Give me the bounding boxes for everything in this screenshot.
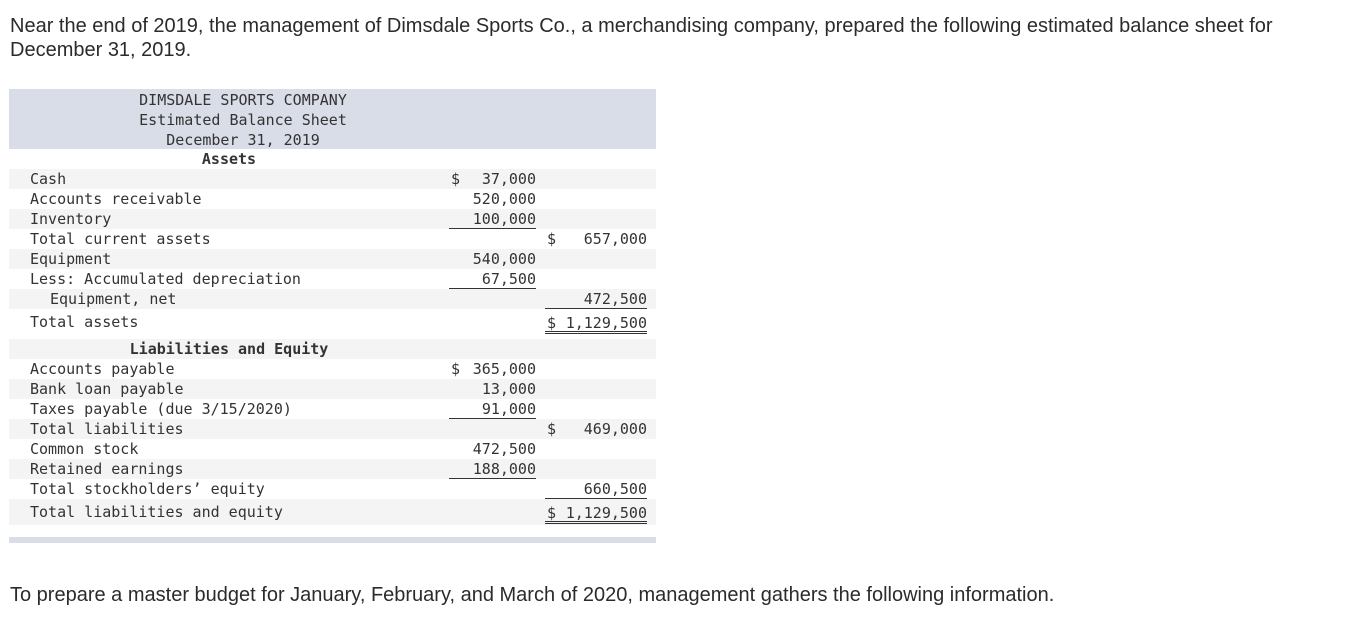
row-total-liabilities bbox=[9, 419, 656, 439]
row-label: Total assets bbox=[30, 313, 139, 331]
row-equipment-net bbox=[9, 289, 656, 309]
amount-cell bbox=[449, 169, 536, 188]
row-total-liabilities-and-equity bbox=[9, 499, 656, 525]
intro-paragraph: Near the end of 2019, the management of Dimsdale Sports Co., a merchandising company, prepared the following estimated balance sheet for December 31, 2019. bbox=[10, 15, 1273, 61]
total-cell bbox=[545, 419, 647, 438]
assets-heading-row bbox=[9, 149, 656, 169]
row-label: Equipment, net bbox=[50, 290, 177, 308]
row-label: Less: Accumulated depreciation bbox=[30, 270, 301, 288]
row-label: Accounts payable bbox=[30, 360, 175, 378]
total-value: 657,000 bbox=[583, 230, 647, 248]
row-label: Total stockholders’ equity bbox=[30, 480, 265, 498]
row-label: Total current assets bbox=[30, 230, 211, 248]
amount-cell bbox=[449, 249, 536, 268]
liabilities-heading: Liabilities and Equity bbox=[129, 340, 329, 358]
total-cell bbox=[545, 229, 647, 248]
total-value: 472,500 bbox=[583, 290, 647, 308]
row-bank-loan-payable bbox=[9, 379, 656, 399]
amount-value: 37,000 bbox=[481, 170, 536, 188]
row-cash bbox=[9, 169, 656, 189]
row-total-current-assets bbox=[9, 229, 656, 249]
amount-cell bbox=[449, 189, 536, 208]
row-label: Equipment bbox=[30, 250, 112, 268]
row-label: Cash bbox=[30, 170, 67, 188]
row-label: Inventory bbox=[30, 210, 112, 228]
amount-cell bbox=[449, 269, 536, 289]
amount-value: 540,000 bbox=[472, 250, 536, 268]
total-cell bbox=[545, 289, 647, 309]
row-inventory bbox=[9, 209, 656, 229]
currency-symbol: $ bbox=[451, 360, 461, 378]
outro-paragraph: To prepare a master budget for January, February, and March of 2020, management gathers the following information. bbox=[10, 584, 1055, 606]
assets-heading: Assets bbox=[201, 150, 257, 168]
balance-sheet-table bbox=[9, 89, 656, 543]
row-retained-earnings bbox=[9, 459, 656, 479]
statement-date: December 31, 2019 bbox=[166, 131, 320, 149]
amount-cell bbox=[449, 379, 536, 398]
amount-cell bbox=[449, 209, 536, 229]
total-value: 1,129,500 bbox=[565, 504, 647, 522]
row-taxes-payable bbox=[9, 399, 656, 419]
liabilities-heading-row bbox=[9, 339, 656, 359]
row-common-stock bbox=[9, 439, 656, 459]
total-cell bbox=[545, 313, 647, 334]
total-value: 1,129,500 bbox=[565, 314, 647, 332]
total-value: 660,500 bbox=[583, 480, 647, 498]
statement-title: Estimated Balance Sheet bbox=[139, 111, 347, 129]
row-total-stockholders-equity bbox=[9, 479, 656, 499]
row-accounts-receivable bbox=[9, 189, 656, 209]
currency-symbol: $ bbox=[547, 420, 557, 438]
currency-symbol: $ bbox=[451, 170, 461, 188]
total-cell bbox=[545, 479, 647, 499]
row-total-assets bbox=[9, 309, 656, 335]
row-label: Accounts receivable bbox=[30, 190, 202, 208]
amount-cell bbox=[449, 399, 536, 419]
balance-sheet-footer-bar bbox=[9, 537, 656, 543]
amount-value: 520,000 bbox=[472, 190, 536, 208]
row-equipment bbox=[9, 249, 656, 269]
company-name: DIMSDALE SPORTS COMPANY bbox=[139, 91, 347, 109]
amount-cell bbox=[449, 459, 536, 479]
balance-sheet-header bbox=[9, 89, 656, 149]
row-accumulated-depreciation bbox=[9, 269, 656, 289]
row-label: Common stock bbox=[30, 440, 139, 458]
row-label: Bank loan payable bbox=[30, 380, 184, 398]
row-label: Total liabilities and equity bbox=[30, 503, 283, 521]
total-value: 469,000 bbox=[583, 420, 647, 438]
amount-cell bbox=[449, 359, 536, 378]
amount-value: 188,000 bbox=[472, 460, 536, 478]
amount-value: 13,000 bbox=[481, 380, 536, 398]
currency-symbol: $ bbox=[547, 314, 557, 332]
row-label: Retained earnings bbox=[30, 460, 184, 478]
amount-cell bbox=[449, 439, 536, 458]
row-accounts-payable bbox=[9, 359, 656, 379]
currency-symbol: $ bbox=[547, 230, 557, 248]
currency-symbol: $ bbox=[547, 504, 557, 522]
amount-value: 365,000 bbox=[472, 360, 536, 378]
amount-value: 100,000 bbox=[472, 210, 536, 228]
row-label: Taxes payable (due 3/15/2020) bbox=[30, 400, 292, 418]
amount-value: 91,000 bbox=[481, 400, 536, 418]
amount-value: 472,500 bbox=[472, 440, 536, 458]
amount-value: 67,500 bbox=[481, 270, 536, 288]
row-label: Total liabilities bbox=[30, 420, 184, 438]
total-cell bbox=[545, 503, 647, 524]
